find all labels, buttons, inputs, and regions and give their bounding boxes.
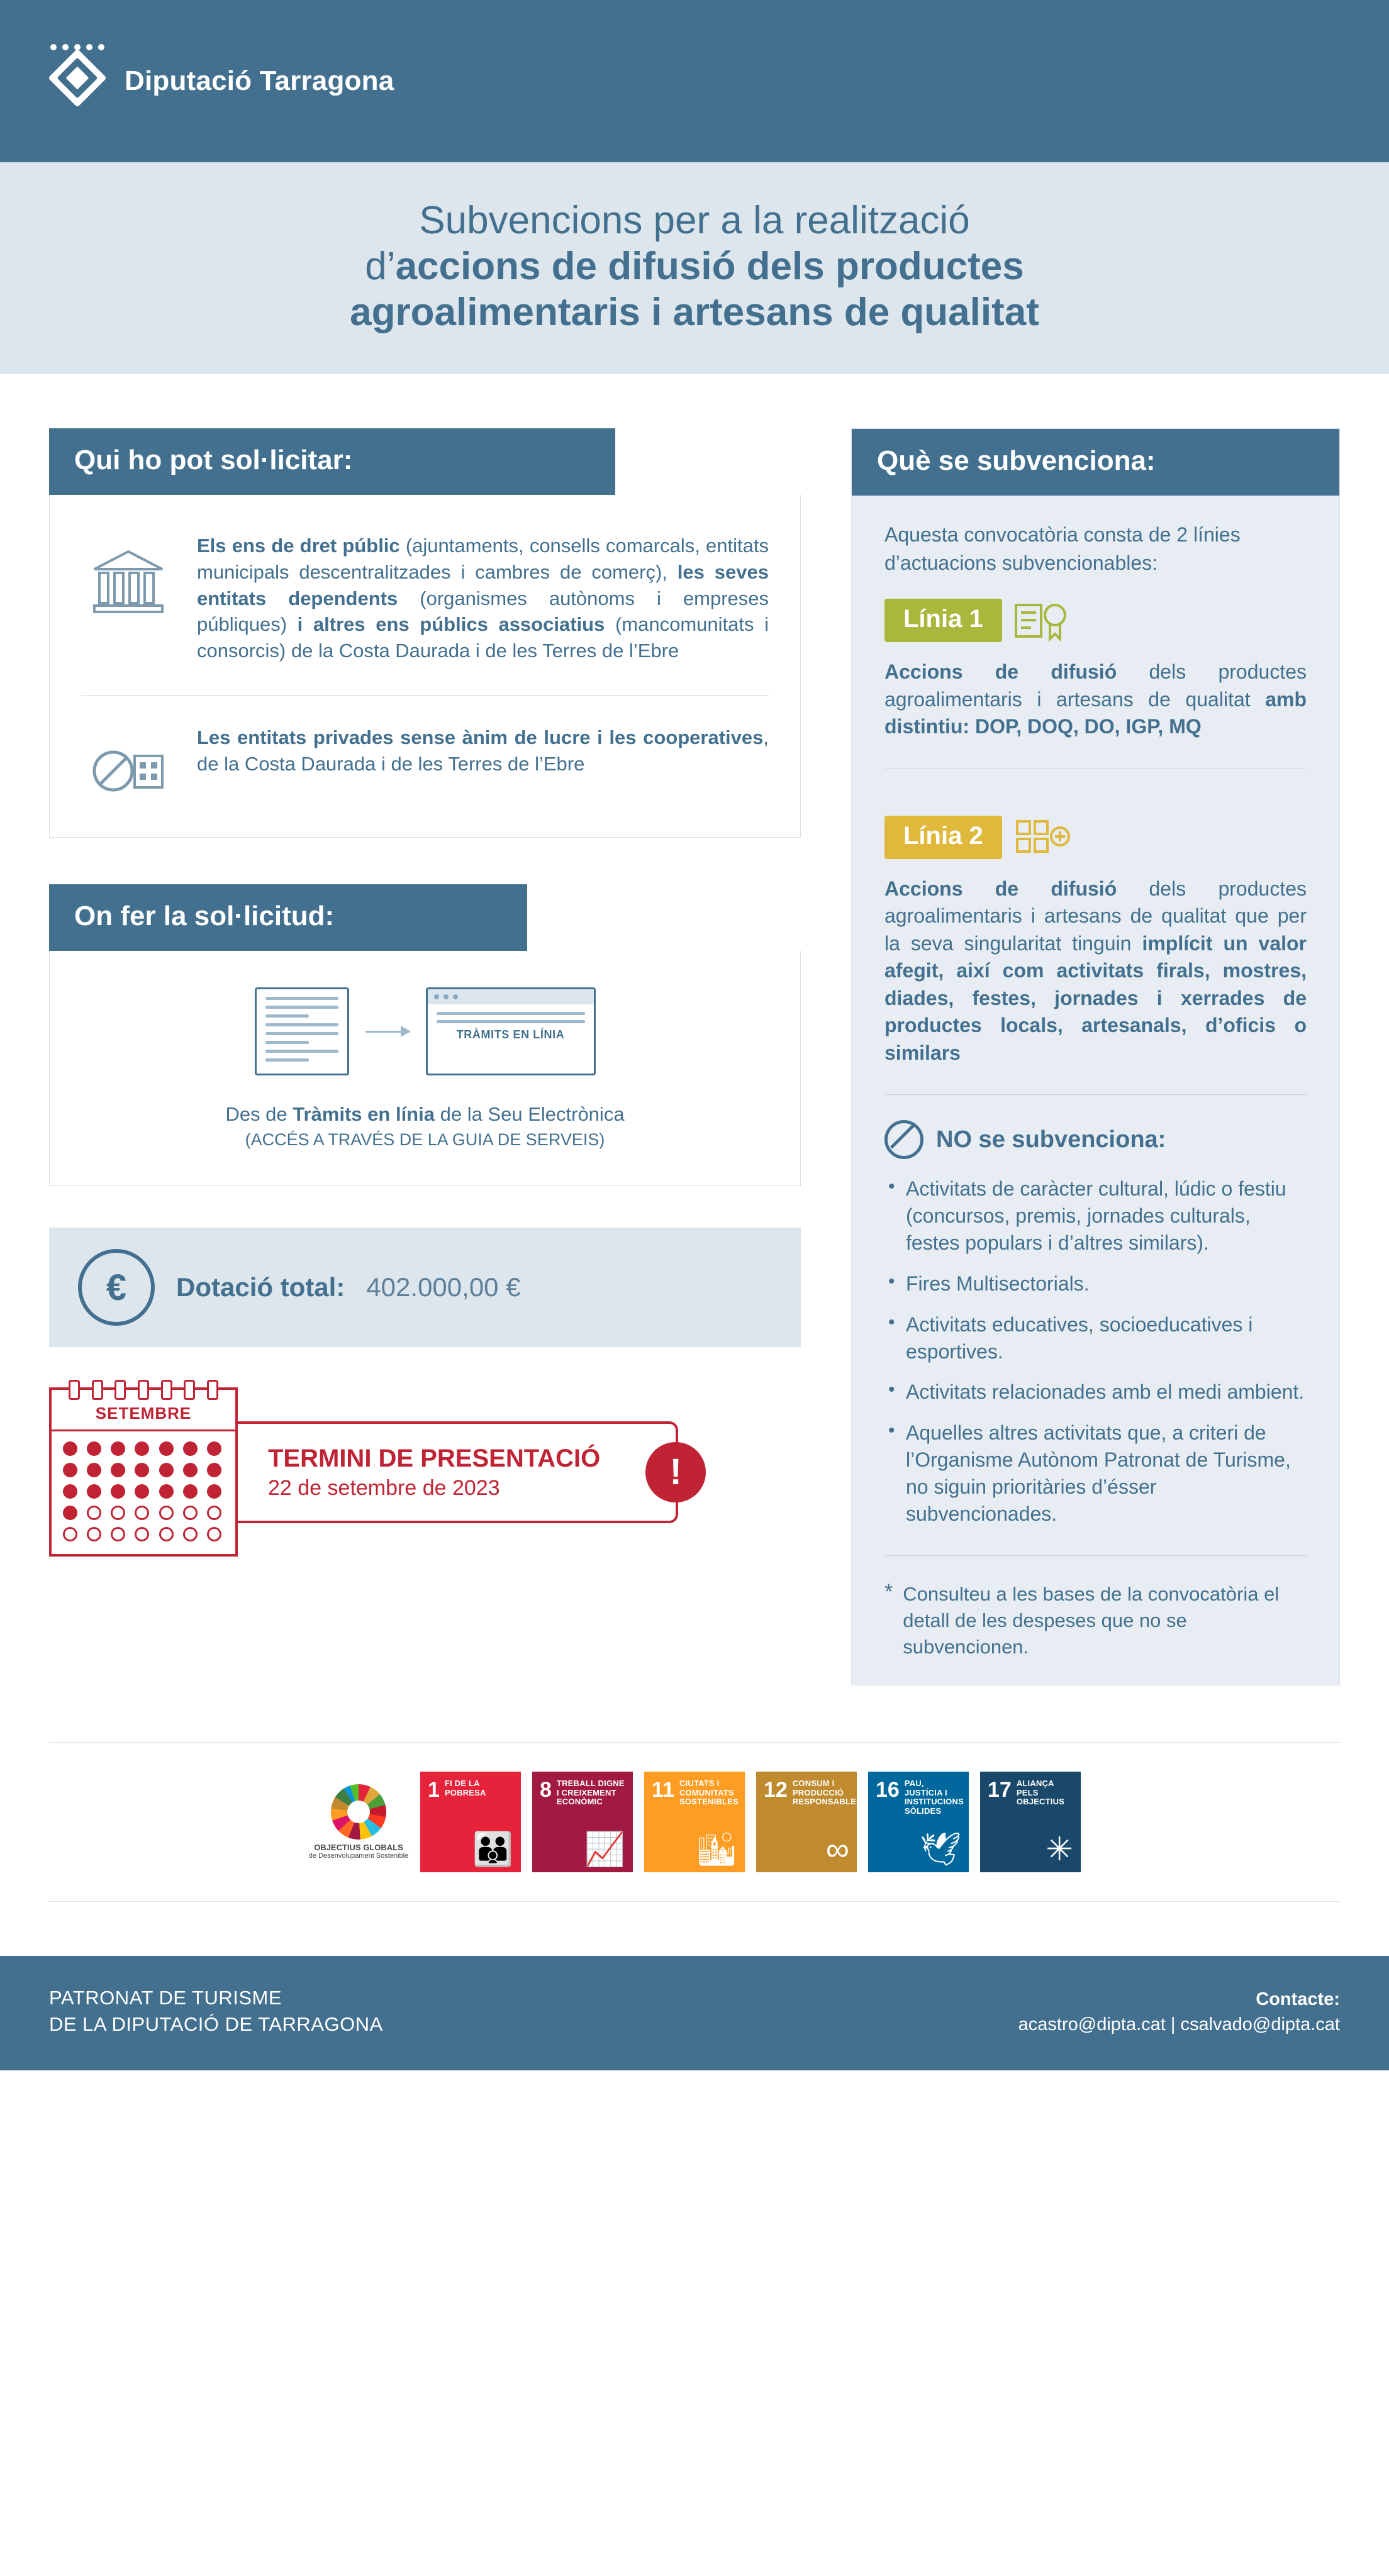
sdg-goal-11 [644, 1772, 745, 1872]
list-item: • Activitats educatives, socioeducatives i esportives. [884, 1311, 1307, 1365]
euro-icon: € [78, 1249, 155, 1326]
public-building-icon [81, 533, 176, 617]
footer-contact-label: Contacte: [1256, 1989, 1340, 2009]
linia-1-bold-2: amb distintiu: DOP, DOQ, DO, IGP, MQ [884, 687, 1307, 738]
application-flow-icons [81, 987, 769, 1075]
linia-1-text [884, 658, 1307, 741]
footer-org-line-2: DE LA DIPUTACIÓ DE TARRAGONA [49, 2013, 383, 2036]
divider [81, 695, 769, 696]
title-line-1: Subvencions per a la realització [419, 199, 970, 242]
title-line-2 [57, 243, 1332, 289]
footer-contact-emails[interactable]: acastro@dipta.cat | csalvado@dipta.cat [1018, 2014, 1340, 2035]
organization-name: Diputació Tarragona [125, 65, 394, 96]
content-area [0, 374, 1389, 1685]
title-line-2-bold: accions de difusió dels productes [395, 245, 1024, 289]
sdg-goal-12 [756, 1772, 862, 1872]
where-to-apply-section [49, 884, 801, 1186]
linia-2-tag: Línia 2 [884, 816, 1002, 859]
who-public-text-2: (organismes autònoms i empreses públiques) [197, 587, 769, 636]
who-public-text-3: (mancomunitats i consorcis) de la Costa Daurada i de les Terres de l’Ebre [197, 613, 769, 662]
sdg-16-number: 16 [876, 1778, 900, 1802]
sdg-wheel-icon [331, 1784, 386, 1840]
where-caption-link[interactable]: Tràmits en línia [293, 1103, 435, 1126]
diamond-logo-icon [49, 44, 106, 118]
linia-2-header [884, 816, 1071, 859]
who-public-bold-2: les seves entitats dependents [197, 561, 769, 609]
funding-amount: 402.000,00 € [366, 1272, 521, 1302]
what-is-funded-section [851, 428, 1340, 1685]
footer-contact [1018, 1987, 1340, 2038]
left-column [49, 428, 801, 1557]
sdg-goal-17 [980, 1772, 1081, 1872]
footer-org-line-1: PATRONAT DE TURISME [49, 1987, 282, 2009]
where-caption-pre: Des de [225, 1103, 293, 1126]
title-line-2-prefix: d’ [365, 245, 396, 289]
calendar-month: SETEMBRE [52, 1390, 235, 1431]
sdg-1-number: 1 [428, 1778, 440, 1802]
deadline-section [49, 1387, 801, 1557]
who-private-text-1: , de la Costa Daurada i de les Terres de l’Ebre [197, 726, 769, 775]
linia-1-bold-1: Accions de difusió [884, 660, 1117, 684]
funding-total [49, 1228, 801, 1347]
sdg-goal-16 [868, 1772, 969, 1872]
asterisk-icon: * [884, 1579, 893, 1604]
prohibited-icon [884, 1120, 923, 1159]
who-item-private [81, 724, 769, 802]
quality-seal-icon [1013, 600, 1071, 641]
funding-label: Dotació total: [176, 1272, 345, 1302]
who-item-private-text [197, 724, 769, 777]
what-intro: Aquesta convocatòria consta de 2 línies d’actuacions subvencionables: [884, 523, 1241, 575]
what-is-funded-body [852, 496, 1339, 1660]
not-funded-list [884, 1175, 1307, 1528]
who-private-bold-1: Les entitats privades sense ànim de lucre i les cooperatives [197, 726, 764, 749]
who-item-public [81, 533, 769, 663]
footnote [884, 1581, 1307, 1660]
no-profit-building-icon [81, 724, 176, 802]
header-bar [0, 0, 1389, 162]
partnership-icon: ✳ [1046, 1831, 1073, 1868]
sdg-17-name: ALIANÇA PELS OBJECTIUS [1016, 1779, 1065, 1807]
sdg-12-name: CONSUM I PRODUCCIÓ RESPONSABLES [792, 1779, 862, 1807]
who-can-apply-section [49, 428, 801, 838]
who-can-apply-heading: Qui ho pot sol·licitar: [49, 428, 615, 495]
linia-2-bold-2: implícit un valor afegit, així com activitats firals, mostres, diades, festes, jornades i xerrades de productes locals, artesanals, d’oficis o similars [884, 931, 1307, 1064]
list-item: • Activitats relacionades amb el medi ambient. [884, 1379, 1307, 1406]
not-funded-header [884, 1120, 1307, 1159]
online-form-icon [426, 987, 596, 1075]
where-caption-post: de la Seu Electrònica [434, 1103, 625, 1126]
sdg-1-name: FI DE LA POBRESA [444, 1779, 486, 1797]
who-public-text-1: (ajuntaments, consells comarcals, entitats municipals descentralitzades i cambres de comerç), [197, 535, 769, 583]
who-public-bold-3: i altres ens públics associatius [297, 613, 605, 636]
where-caption [81, 1101, 769, 1152]
infinity-icon: ∞ [825, 1831, 849, 1868]
linia-2-bold-1: Accions de difusió [884, 877, 1117, 900]
calendar-days [52, 1431, 235, 1554]
sdg-icons [49, 1772, 1340, 1872]
brand [49, 44, 394, 118]
sdg-main-title: OBJECTIUS GLOBALS [314, 1843, 403, 1853]
sdg-16-name: PAU, JUSTÍCIA I INSTITUCIONS SÒLIDES [904, 1779, 964, 1816]
list-item: • Activitats de caràcter cultural, lúdic o festiu (concursos, premis, jornades culturals, festes populars i d’altres similars). [884, 1175, 1307, 1257]
deadline-title: TERMINI DE PRESENTACIÓ [268, 1444, 601, 1472]
linia-1-text-1: dels productes agroalimentaris i artesans de qualitat [884, 660, 1307, 711]
not-funded-title: NO se subvenciona: [936, 1126, 1166, 1153]
title-line-3: agroalimentaris i artesans de qualitat [350, 291, 1039, 335]
sdg-8-number: 8 [540, 1778, 552, 1802]
dove-gavel-icon: 🕊 [919, 1831, 961, 1868]
sdg-goal-8 [532, 1772, 633, 1872]
city-icon: 🏙 [695, 1831, 737, 1868]
where-caption-sub: (ACCÉS A TRAVÉS DE LA GUIA DE SERVEIS) [245, 1130, 605, 1149]
arrow-right-icon [365, 1031, 410, 1033]
deadline-box [235, 1421, 682, 1523]
divider [884, 1094, 1307, 1095]
people-icon: 👪 [472, 1831, 513, 1868]
list-item: • Fires Multisectorials. [884, 1270, 1307, 1297]
who-public-bold-1: Els ens de dret públic [197, 535, 400, 557]
what-is-funded-heading: Què se subvenciona: [852, 429, 1339, 496]
deadline-date: 22 de setembre de 2023 [268, 1475, 500, 1500]
who-item-public-text [197, 533, 769, 663]
browser-tag-label: TRÀMITS EN LÍNIA [456, 1028, 565, 1041]
sdg-11-name: CIUTATS I COMUNITATS SOSTENIBLES [679, 1779, 739, 1807]
products-grid-icon [1013, 816, 1071, 858]
where-to-apply-body [49, 951, 801, 1186]
footer [0, 1956, 1389, 2070]
page-title [0, 162, 1389, 374]
footer-organization [49, 1985, 383, 2038]
who-can-apply-body [49, 495, 801, 838]
list-item: • Aquelles altres activitats que, a criteri de l’Organisme Autònom Patronat de Turisme, no siguin prioritàries d’ésser subvencionades. [884, 1419, 1307, 1528]
linia-1-header [884, 599, 1071, 642]
where-to-apply-heading: On fer la sol·licitud: [49, 884, 527, 951]
sdg-wheel-logo [308, 1772, 409, 1872]
sdg-12-number: 12 [764, 1778, 788, 1802]
sdg-main-label [309, 1843, 408, 1860]
linia-1-tag: Línia 1 [884, 599, 1002, 642]
exclamation-icon: ! [645, 1442, 706, 1502]
linia-2-text-1: dels productes agroalimentaris i artesans de qualitat que per la seva singularitat tinguin [884, 877, 1307, 955]
growth-chart-icon: 📈 [584, 1831, 625, 1868]
linia-2-text [884, 875, 1307, 1067]
document-icon [255, 987, 349, 1075]
right-column [851, 428, 1340, 1685]
sdg-main-subtitle: de Desenvolupament Sostenible [308, 1852, 409, 1860]
calendar-icon [49, 1387, 238, 1557]
sdg-goal-1 [420, 1772, 521, 1872]
sdg-strip [49, 1742, 1340, 1902]
divider [884, 1555, 1307, 1556]
sdg-8-name: TREBALL DIGNE I CREIXEMENT ECONÒMIC [556, 1779, 625, 1807]
footnote-text: Consulteu a les bases de la convocatòria el detall de les despeses que no se subvencionen. [903, 1582, 1280, 1658]
sdg-11-number: 11 [652, 1778, 674, 1802]
sdg-17-number: 17 [988, 1778, 1012, 1802]
